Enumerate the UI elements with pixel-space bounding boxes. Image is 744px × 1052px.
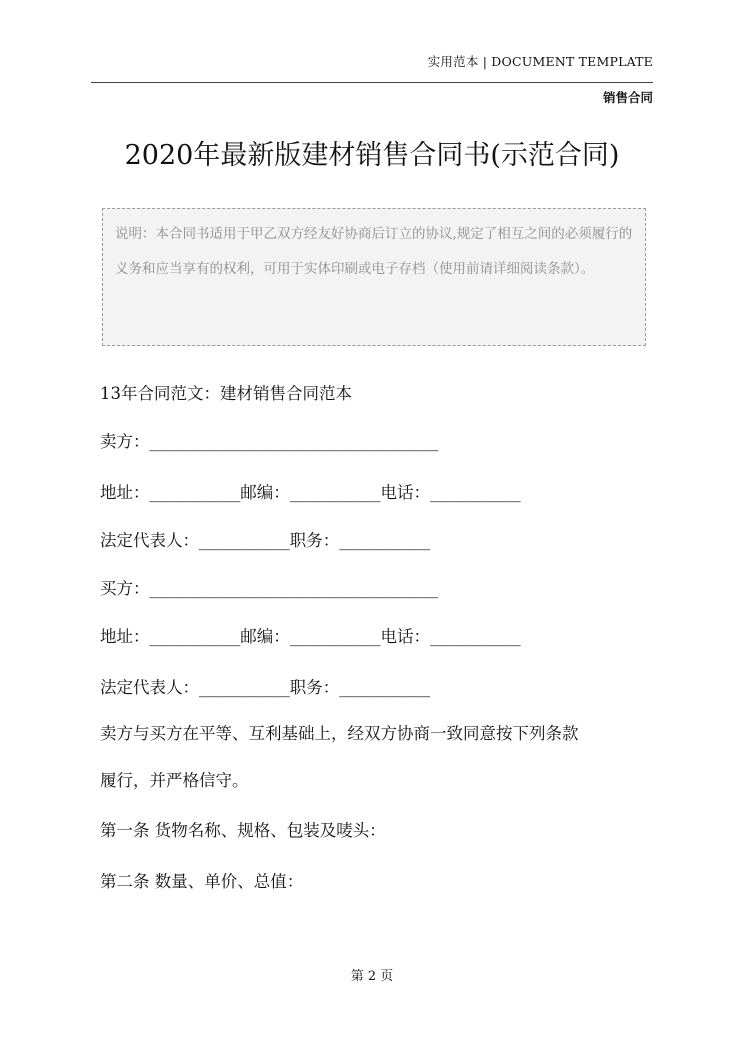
article-2: 第二条 数量、单价、总值： (100, 872, 304, 891)
seller-contact-line: 地址：___________邮编：___________电话：___________ (100, 483, 521, 502)
article-1: 第一条 货物名称、规格、包装及唛头： (100, 821, 386, 840)
intro-paragraph-line-1: 卖方与买方在平等、互利基础上，经双方协商一致同意按下列条款 (100, 724, 579, 743)
header-divider (91, 82, 653, 83)
buyer-line: 买方：___________________________________ (100, 579, 439, 598)
note-text: 说明：本合同书适用于甲乙双方经友好协商后订立的协议,规定了相互之间的必须履行的义务和应当享有的权利，可用于实体印刷或电子存档（使用前请详细阅读条款）。 (115, 226, 633, 277)
body-heading: 13年合同范文：建材销售合同范本 (100, 384, 352, 403)
page-number: 第 2 页 (350, 969, 394, 984)
buyer-contact-line: 地址：___________邮编：___________电话：___________ (100, 627, 521, 646)
seller-line: 卖方：___________________________________ (100, 432, 439, 451)
header-tag: 实用范本 | DOCUMENT TEMPLATE (427, 54, 653, 69)
seller-representative-line: 法定代表人：___________职务：___________ (100, 531, 430, 550)
intro-paragraph-line-2: 履行，并严格信守。 (100, 771, 249, 790)
buyer-representative-line: 法定代表人：___________职务：___________ (100, 678, 430, 697)
document-title: 2020年最新版建材销售合同书(示范合同) (124, 140, 620, 171)
note-box (102, 208, 646, 346)
header-subtitle: 销售合同 (602, 90, 653, 105)
